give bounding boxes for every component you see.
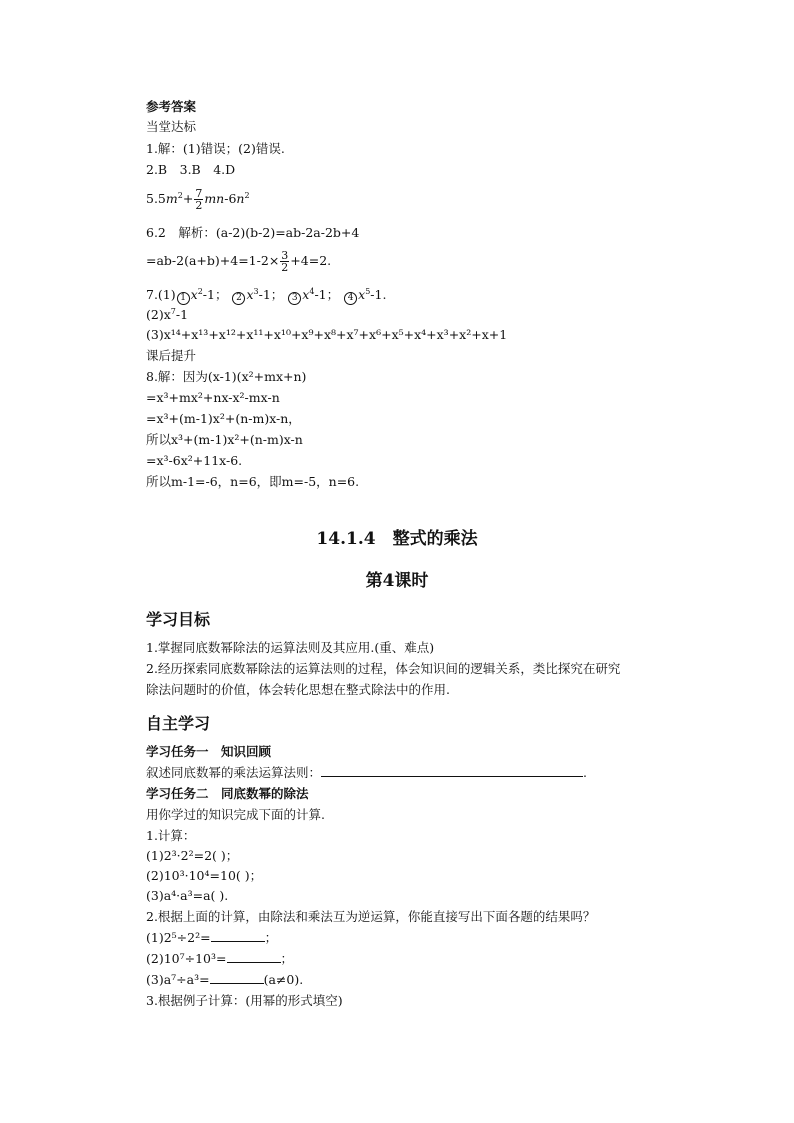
answer-q8-line: =x³-6x²+11x-6. bbox=[146, 453, 243, 468]
answers-heading: 参考答案 bbox=[146, 99, 197, 114]
lesson-title: 14.1.4 整式的乘法 bbox=[316, 529, 478, 549]
answer-blank[interactable] bbox=[321, 776, 583, 777]
answers-sub-heading-2: 课后提升 bbox=[146, 348, 197, 363]
lesson-subtitle: 第4课时 bbox=[365, 571, 429, 591]
answer-q8-line: =x³+mx²+nx-x²-mx-n bbox=[146, 390, 280, 405]
answer-blank[interactable] bbox=[211, 941, 265, 942]
calc-1-item[interactable]: (2)10³·10⁴=10( )； bbox=[146, 868, 263, 883]
calc-2-item: (3)a⁷÷a³= (a≠0). bbox=[146, 972, 304, 987]
calc-2-heading: 2.根据上面的计算，由除法和乘法互为逆运算，你能直接写出下面各题的结果吗？ bbox=[146, 909, 596, 924]
goal-2-line1: 2.经历探索同底数幂除法的运算法则的过程，体会知识间的逻辑关系，类比探究在研究 bbox=[146, 661, 621, 676]
task2-heading: 学习任务二 同底数幂的除法 bbox=[146, 786, 309, 801]
self-study-heading: 自主学习 bbox=[146, 714, 211, 733]
answer-q7-part3: (3)x¹⁴+x¹³+x¹²+x¹¹+x¹⁰+x⁹+x⁸+x⁷+x⁶+x⁵+x⁴+x³+x²+x+1 bbox=[146, 327, 508, 342]
goal-2-line2: 除法问题时的价值，体会转化思想在整式除法中的作用. bbox=[146, 682, 450, 697]
answer-q8-line: 所以x³+(m-1)x²+(n-m)x-n bbox=[146, 432, 303, 447]
task1-heading: 学习任务一 知识回顾 bbox=[146, 744, 272, 759]
circled-number: 4 bbox=[344, 292, 357, 305]
calc-1-item[interactable]: (1)2³·2²=2( )； bbox=[146, 848, 239, 863]
calc-2-item: (2)10⁷÷10³= ； bbox=[146, 951, 294, 966]
answer-q7-part1: 7.(1) 1 $x^2-1$； 2 $x^3-1$； 3 $x^4-1$； 4 $x^5-1$. bbox=[146, 286, 387, 303]
answer-q1: 1.解：(1)错误；(2)错误. bbox=[146, 141, 285, 156]
answer-blank[interactable] bbox=[227, 962, 281, 963]
calc-1-item[interactable]: (3)a⁴·a³=a( ). bbox=[146, 888, 229, 903]
answer-q5: $5.5m^2+$ $\frac{7}{2}$ $mn-6n^2$ bbox=[146, 187, 250, 212]
fraction: $\frac{7}{2}$ bbox=[195, 187, 203, 212]
circled-number: 3 bbox=[288, 292, 301, 305]
answer-blank[interactable] bbox=[210, 983, 264, 984]
calc-2-item: (1)2⁵÷2²= ； bbox=[146, 930, 278, 945]
calc-1-heading: 1.计算： bbox=[146, 828, 196, 843]
goals-heading: 学习目标 bbox=[146, 610, 211, 629]
answer-q2-4: 2.B 3.B 4.D bbox=[146, 162, 236, 177]
calc-3-heading: 3.根据例子计算：(用幂的形式填空) bbox=[146, 993, 343, 1008]
answer-q6-line1: 6.2 解析：(a-2)(b-2)=ab-2a-2b+4 bbox=[146, 225, 360, 240]
answers-sub-heading: 当堂达标 bbox=[146, 119, 197, 134]
answer-q8-line: =x³+(m-1)x²+(n-m)x-n， bbox=[146, 411, 301, 426]
answer-q6-line2: =ab-2(a+b)+4=1-2× $\frac{3}{2}$ +4=2. bbox=[146, 249, 332, 274]
fraction: $\frac{3}{2}$ bbox=[281, 249, 289, 274]
circled-number: 1 bbox=[177, 292, 190, 305]
answer-q8-line: 所以m-1=-6，n=6，即m=-5，n=6. bbox=[146, 474, 360, 489]
task1-question: 叙述同底数幂的乘法运算法则： . bbox=[146, 765, 587, 780]
task2-intro: 用你学过的知识完成下面的计算. bbox=[146, 807, 325, 822]
circled-number: 2 bbox=[232, 292, 245, 305]
goal-1: 1.掌握同底数幂除法的运算法则及其应用.(重、难点) bbox=[146, 640, 435, 655]
answer-q7-part2: $(2)x^7-1$ bbox=[146, 306, 189, 322]
answer-q8-line: 8.解：因为(x-1)(x²+mx+n) bbox=[146, 369, 307, 384]
